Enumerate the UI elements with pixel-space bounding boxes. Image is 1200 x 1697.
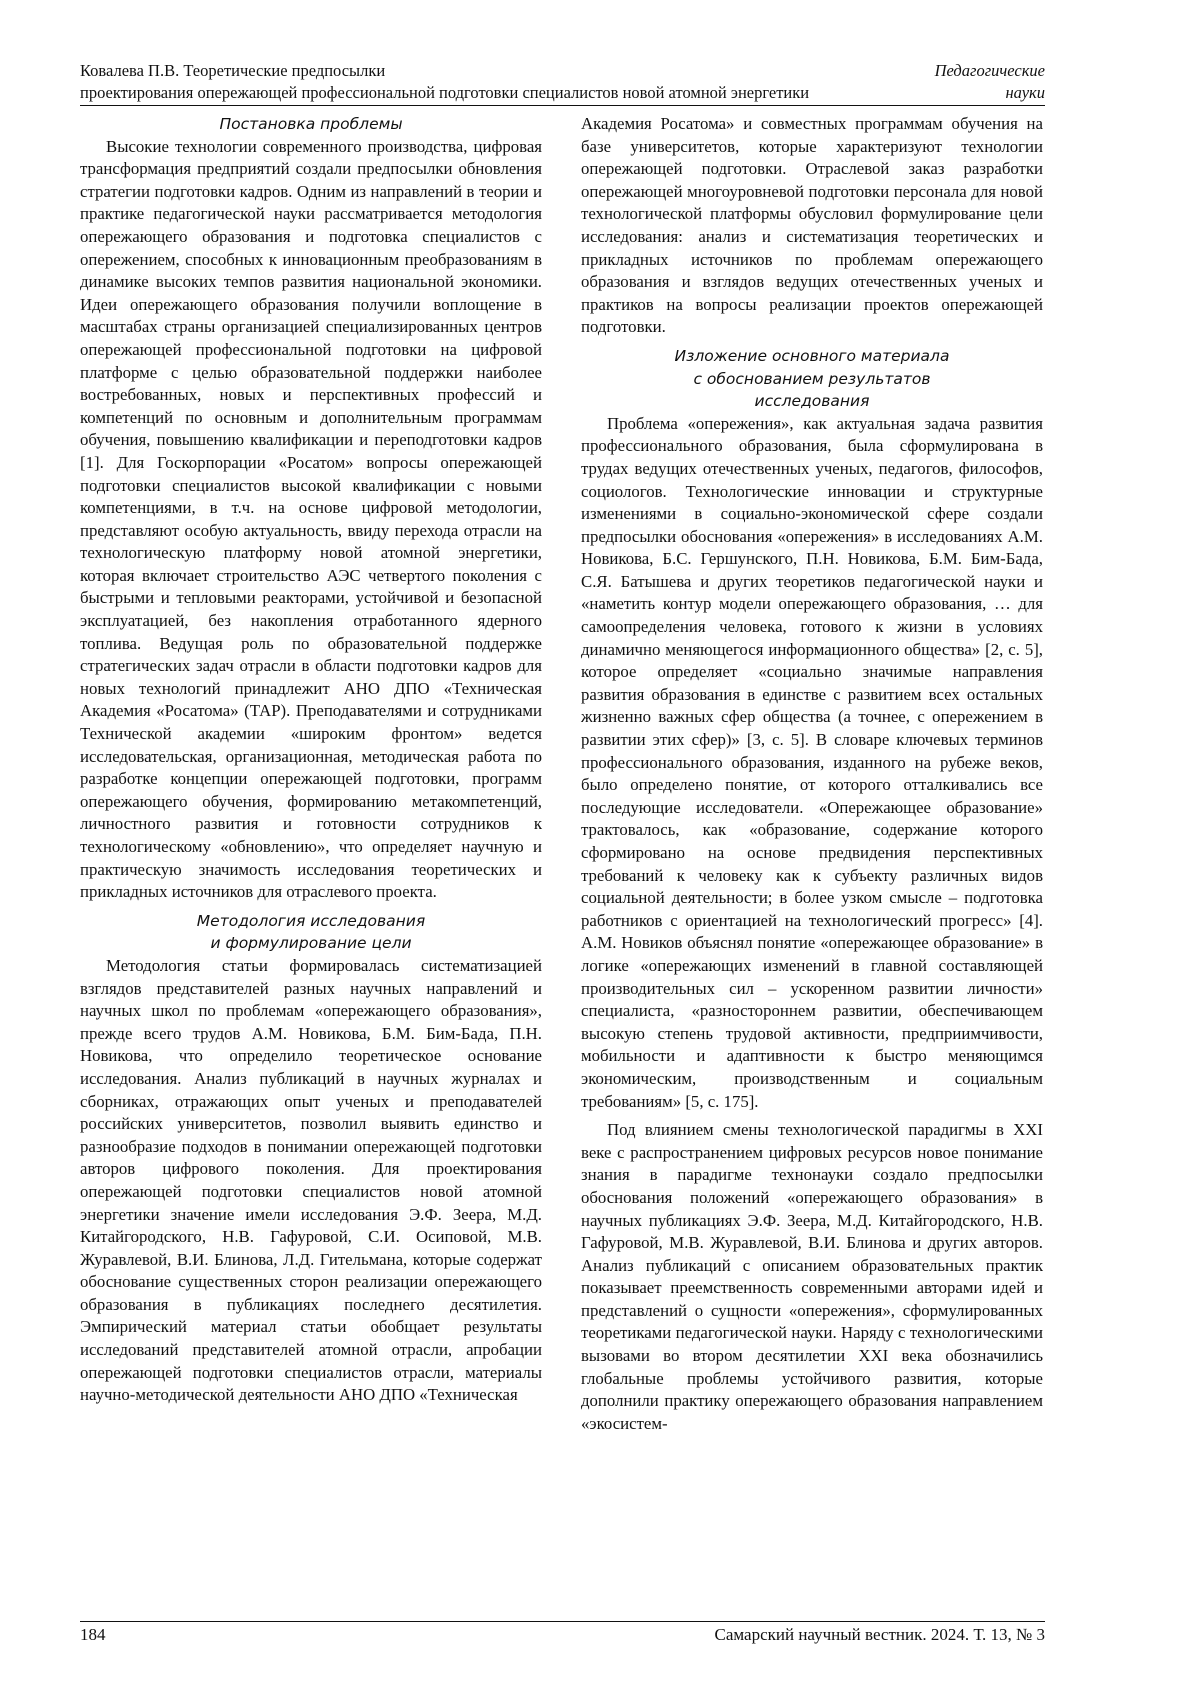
paragraph-problem: Высокие технологии современного производства, цифровая трансформация предприятий создали предпосылки обновления стратегии подготовки кадров. Одним из направлений в теории и практике педагогической науки рассматривается методология опережающего образования и подготовка специалистов с опережением, способных к инновационным преобразованиям в динамике высоких темпов развития национальной экономики. Идеи опережающего образования получили воплощение в масштабах страны организацией специализированных центров опережающей профессиональной подготовки на цифровой платформе с целью образовательной поддержки наиболее востребованных, новых и перспективных профессий и компетенций по основным и дополнительным программам обучения, повышению квалификации и переподготовки кадров [1]. Для Госкорпорации «Росатом» вопросы опережающей подготовки специалистов высокой квалификации с новыми компетенциями, в т.ч. на основе цифровой методологии, представляют особую актуальность, ввиду перехода отрасли на технологическую платформу новой атомной энергетики, которая включает строительство АЭС четвертого поколения с быстрыми и тепловыми реакторами, устойчивой и безопасной эксплуатацией, без накопления отработанного ядерного топлива. Ведущая роль по образовательной поддержке стратегических задач отрасли в области подготовки кадров для новых технологий принадлежит АНО ДПО «Техническая Академия «Росатома» (ТАР). Преподавателями и сотрудниками Технической академии «широким фронтом» ведется исследовательская, организационная, методическая работа по разработке концепции опережающей подготовки, программ опережающего обучения, формированию метакомпетенций, личностного развития и готовности сотрудников к технологическому «обновлению», что определяет научную и практическую значимость исследования теоретических и прикладных источников для отраслевого проекта. [80, 136, 542, 902]
heading-main-line2: с обоснованием результатов [693, 369, 931, 388]
heading-methodology-line1: Методология исследования [196, 911, 426, 930]
heading-main-line1: Изложение основного материала [674, 346, 950, 365]
header-authors-line2: проектирования опережающей профессиональной подготовки специалистов новой атомной энергетики [80, 83, 810, 102]
page-number: 184 [80, 1625, 106, 1644]
paragraph-main-1: Проблема «опережения», как актуальная задача развития профессионального образования, была сформулирована в трудах ведущих отечественных ученых, педагогов, философов, социологов. Технологические инновации и структурные изменениями в социально-экономической сфере создали предпосылки обоснования «опережения» в исследованиях А.М. Новикова, Б.С. Гершунского, П.Н. Новикова, Б.М. Бим-Бада, С.Я. Батышева и других теоретиков педагогической науки и «наметить контур модели опережающего образования, … для самоопределения человека, готового к жизни в условиях динамично меняющегося информационного общества» [2, с. 5], которое определяет «социально значимые направления развития образования в единстве с развитием всех остальных жизненно важных сфер общества (а точнее, с опережением в развитии этих сфер)» [3, с. 5]. В словаре ключевых терминов профессионального образования, изданного на рубеже веков, было определено понятие, от которого отталкивались все последующие исследователи. «Опережающее образование» трактовалось, как «образование, содержание которого сформировано на основе предвидения перспективных требований к человеку как к субъекту различных видов социальной деятельности; в более узком смысле – подготовка работников с ориентацией на технологический прогресс» [4]. А.М. Новиков объяснял понятие «опережающее образование» в логике «опережающих изменений в главной составляющей производительных сил – ускоренном развитии личности» специалиста, «разностороннем развитии, обеспечивающем высокую степень трудовой активности, предприимчивости, мобильности и адаптивности к быстро меняющимся экономическим, производственным и социальным требованиям» [5, с. 175]. [581, 413, 1043, 1111]
page-footer [80, 1621, 1045, 1644]
heading-methodology-line2: и формулирование цели [210, 934, 412, 953]
heading-main-line3: исследования [754, 392, 870, 411]
running-header [80, 60, 1045, 110]
footer-rule [80, 1621, 1045, 1622]
paragraph-methodology: Методология статьи формировалась систематизацией взглядов представителей разных научных направлений и научных школ по проблемам «опережающего образования», прежде всего трудов А.М. Новикова, Б.М. Бим-Бада, П.Н. Новикова, что определило теоретическое основание исследования. Анализ публикаций в научных журналах и сборниках, отражающих опыт ученых и преподавателей российских университетов, позволил выявить единство и разнообразие подходов в понимании опережающей подготовки авторов цифрового поколения. Для проектирования опережающей подготовки специалистов новой атомной энергетики значение имели исследования Э.Ф. Зеера, М.Д. Китайгородского, Н.В. Гафуровой, С.И. Осиповой, М.В. Журавлевой, В.И. Блинова, Л.Д. Гительмана, которые содержат обоснование существенных сторон реализации опережающего образования в публикациях последнего десятилетия. Эмпирический материал статьи обобщает результаты исследований представителей атомной отрасли, апробации опережающей подготовки специалистов отрасли, материалы научно-методической деятельности АНО ДПО «Техническая [80, 955, 542, 1405]
header-authors [80, 60, 809, 104]
journal-citation: Самарский научный вестник. 2024. Т. 13, № 3 [714, 1625, 1045, 1644]
paragraph-main-2: Под влиянием смены технологической парадигмы в XXI веке с распространением цифровых ресурсов новое понимание знания в парадигме технонауки создало предпосылки обоснования положений «опережающего образования» в научных публикациях Э.Ф. Зеера, М.Д. Китайгородского, Н.В. Гафуровой, М.В. Журавлевой, В.И. Блинова и других авторов. Анализ публикаций с описанием образовательных практик показывает преемственность современными авторами идей и представлений о сущности «опережения», сформулированных теоретиками педагогической науки. Наряду с технологическими вызовами во втором десятилетии XXI века обозначились глобальные проблемы устойчивого развития, которые дополнили практику опережающего образования направлением «экосистем- [581, 1120, 1043, 1433]
header-section [935, 60, 1045, 104]
left-column [80, 113, 542, 1407]
heading-problem: Постановка проблемы [219, 115, 403, 133]
header-section-line1: Педагогические [934, 61, 1045, 80]
right-column [581, 113, 1043, 1435]
header-authors-line1: Ковалева П.В. Теоретические предпосылки [80, 61, 386, 80]
header-section-line2: науки [1005, 83, 1045, 102]
header-rule [80, 105, 1045, 106]
paragraph-methodology-continued: Академия Росатома» и совместных программам обучения на базе университетов, которые характеризуют технологии опережающей подготовки. Отраслевой заказ разработки опережающей многоуровневой подготовки персонала для новой технологической платформы обусловил формулирование цели исследования: анализ и систематизация теоретических и прикладных источников по проблемам опережающего образования и взглядов ведущих отечественных ученых и практиков на вопросы реализации проектов опережающей подготовки. [581, 114, 1043, 337]
